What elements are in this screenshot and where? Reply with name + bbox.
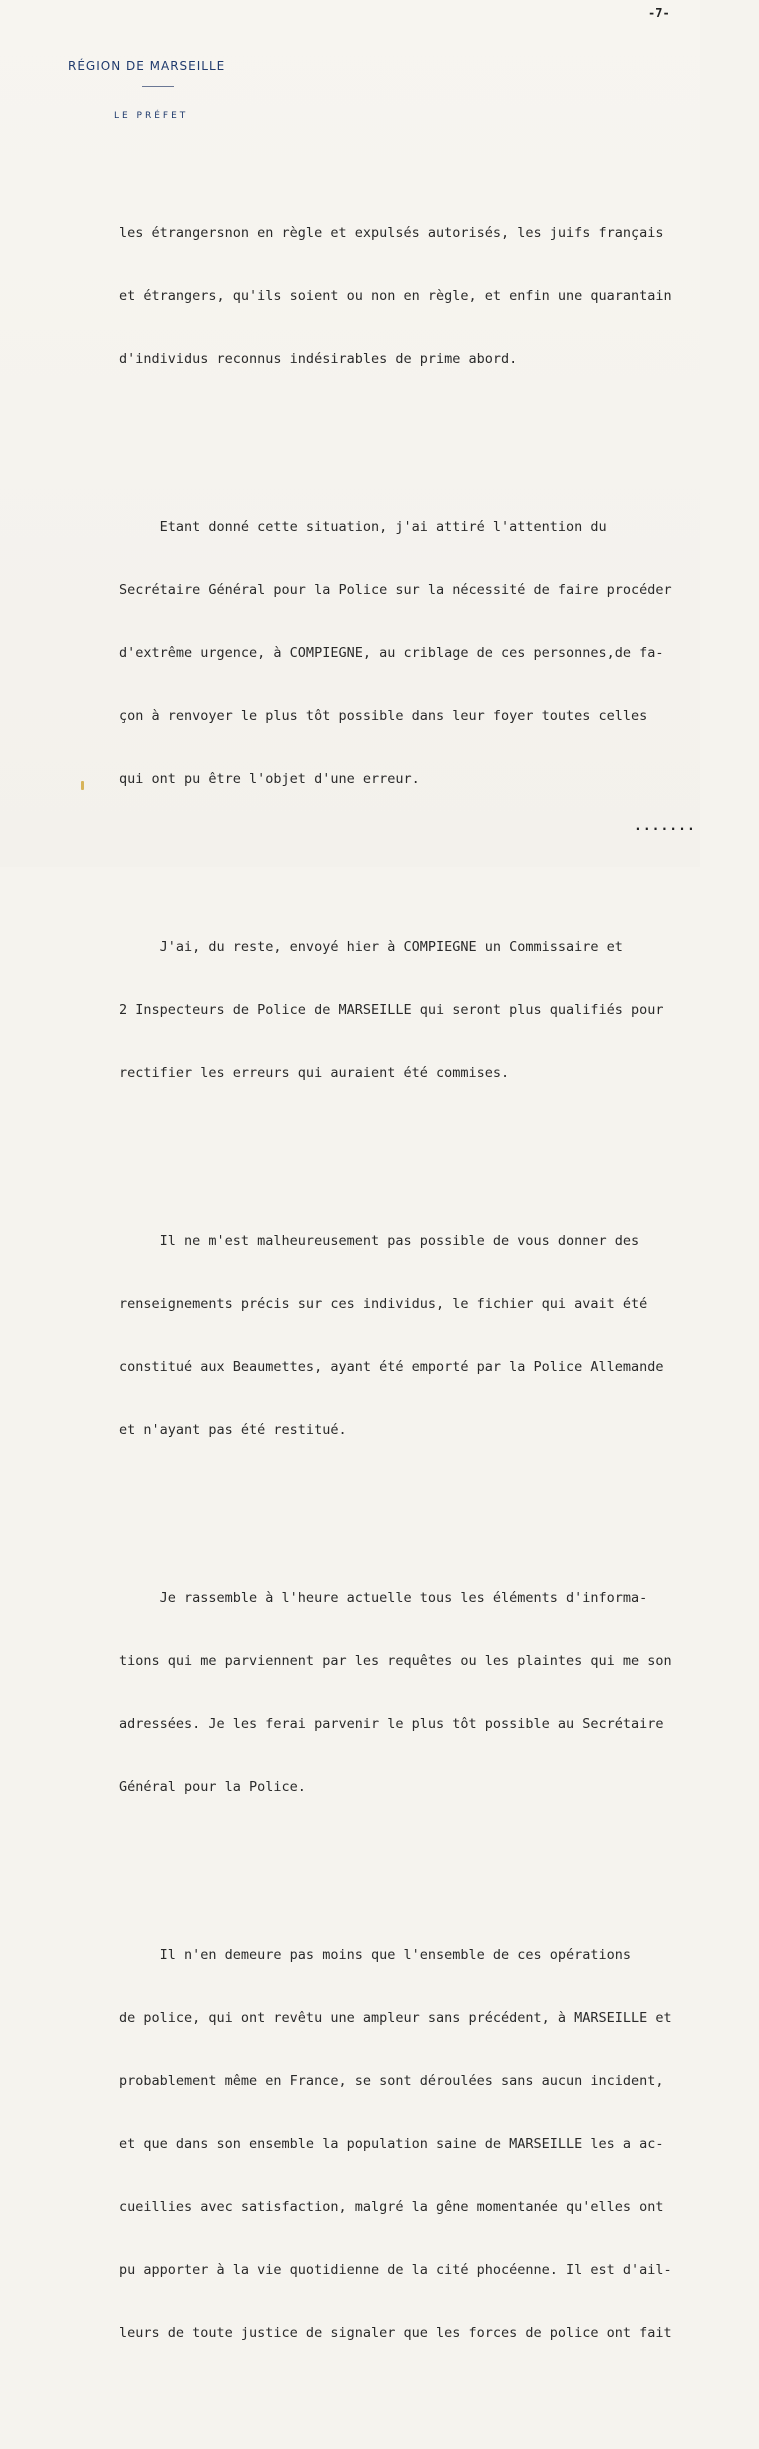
text-line: Secrétaire Général pour la Police sur la nécessité de faire procéder	[119, 582, 672, 598]
text-line: probablement même en France, se sont déroulées sans aucun incident,	[119, 2073, 664, 2089]
text-line: Il ne m'est malheureusement pas possible de vous donner des	[119, 1233, 640, 1249]
text-line: et n'ayant pas été restitué.	[119, 1422, 347, 1438]
text-line: d'individus reconnus indésirables de prime abord.	[119, 351, 518, 367]
text-line: leurs de toute justice de signaler que les forces de police ont fait	[119, 2325, 672, 2341]
margin-mark	[81, 781, 84, 790]
letterhead-divider	[142, 86, 174, 87]
paragraph	[119, 1546, 759, 1840]
text-line: tions qui me parviennent par les requêtes ou les plaintes qui me son	[119, 1653, 672, 1669]
text-line: Général pour la Police.	[119, 1779, 306, 1795]
paragraph	[119, 1903, 759, 2386]
text-line: adressées. Je les ferai parvenir le plus tôt possible au Secrétaire	[119, 1716, 664, 1732]
text-line: renseignements précis sur ces individus, le fichier qui avait été	[119, 1296, 648, 1312]
text-line: constitué aux Beaumettes, ayant été emporté par la Police Allemande	[119, 1359, 664, 1375]
text-line: de police, qui ont revêtu une ampleur sans précédent, à MARSEILLE et	[119, 2010, 672, 2026]
letterhead-region: RÉGION DE MARSEILLE	[68, 59, 226, 73]
text-line: cueillies avec satisfaction, malgré la gêne momentanée qu'elles ont	[119, 2199, 664, 2215]
text-line: d'extrême urgence, à COMPIEGNE, au criblage de ces personnes,de fa-	[119, 645, 664, 661]
text-line: et étrangers, qu'ils soient ou non en règle, et enfin une quarantain	[119, 288, 672, 304]
page-number: -7-	[648, 6, 670, 20]
text-line: et que dans son ensemble la population saine de MARSEILLE les a ac-	[119, 2136, 664, 2152]
text-line: Il n'en demeure pas moins que l'ensemble de ces opérations	[119, 1947, 632, 1963]
paragraph	[119, 895, 759, 1126]
text-line: 2 Inspecteurs de Police de MARSEILLE qui seront plus qualifiés pour	[119, 1002, 664, 1018]
paragraph	[119, 181, 759, 412]
paragraph	[119, 475, 759, 832]
letterhead-office: LE PRÉFET	[114, 111, 189, 121]
text-line: Je rassemble à l'heure actuelle tous les éléments d'informa-	[119, 1590, 648, 1606]
text-line: rectifier les erreurs qui auraient été commises.	[119, 1065, 510, 1081]
paragraph	[119, 1189, 759, 1483]
text-line: Etant donné cette situation, j'ai attiré l'attention du	[119, 519, 607, 535]
text-line: pu apporter à la vie quotidienne de la cité phocéenne. Il est d'ail-	[119, 2262, 672, 2278]
text-line: qui ont pu être l'objet d'une erreur.	[119, 771, 420, 787]
text-line: J'ai, du reste, envoyé hier à COMPIEGNE un Commissaire et	[119, 939, 623, 955]
text-line: çon à renvoyer le plus tôt possible dans leur foyer toutes celles	[119, 708, 648, 724]
text-line: les étrangersnon en règle et expulsés autorisés, les juifs français	[119, 225, 664, 241]
continuation-dots: .......	[634, 819, 696, 834]
letter-body	[119, 139, 759, 2449]
